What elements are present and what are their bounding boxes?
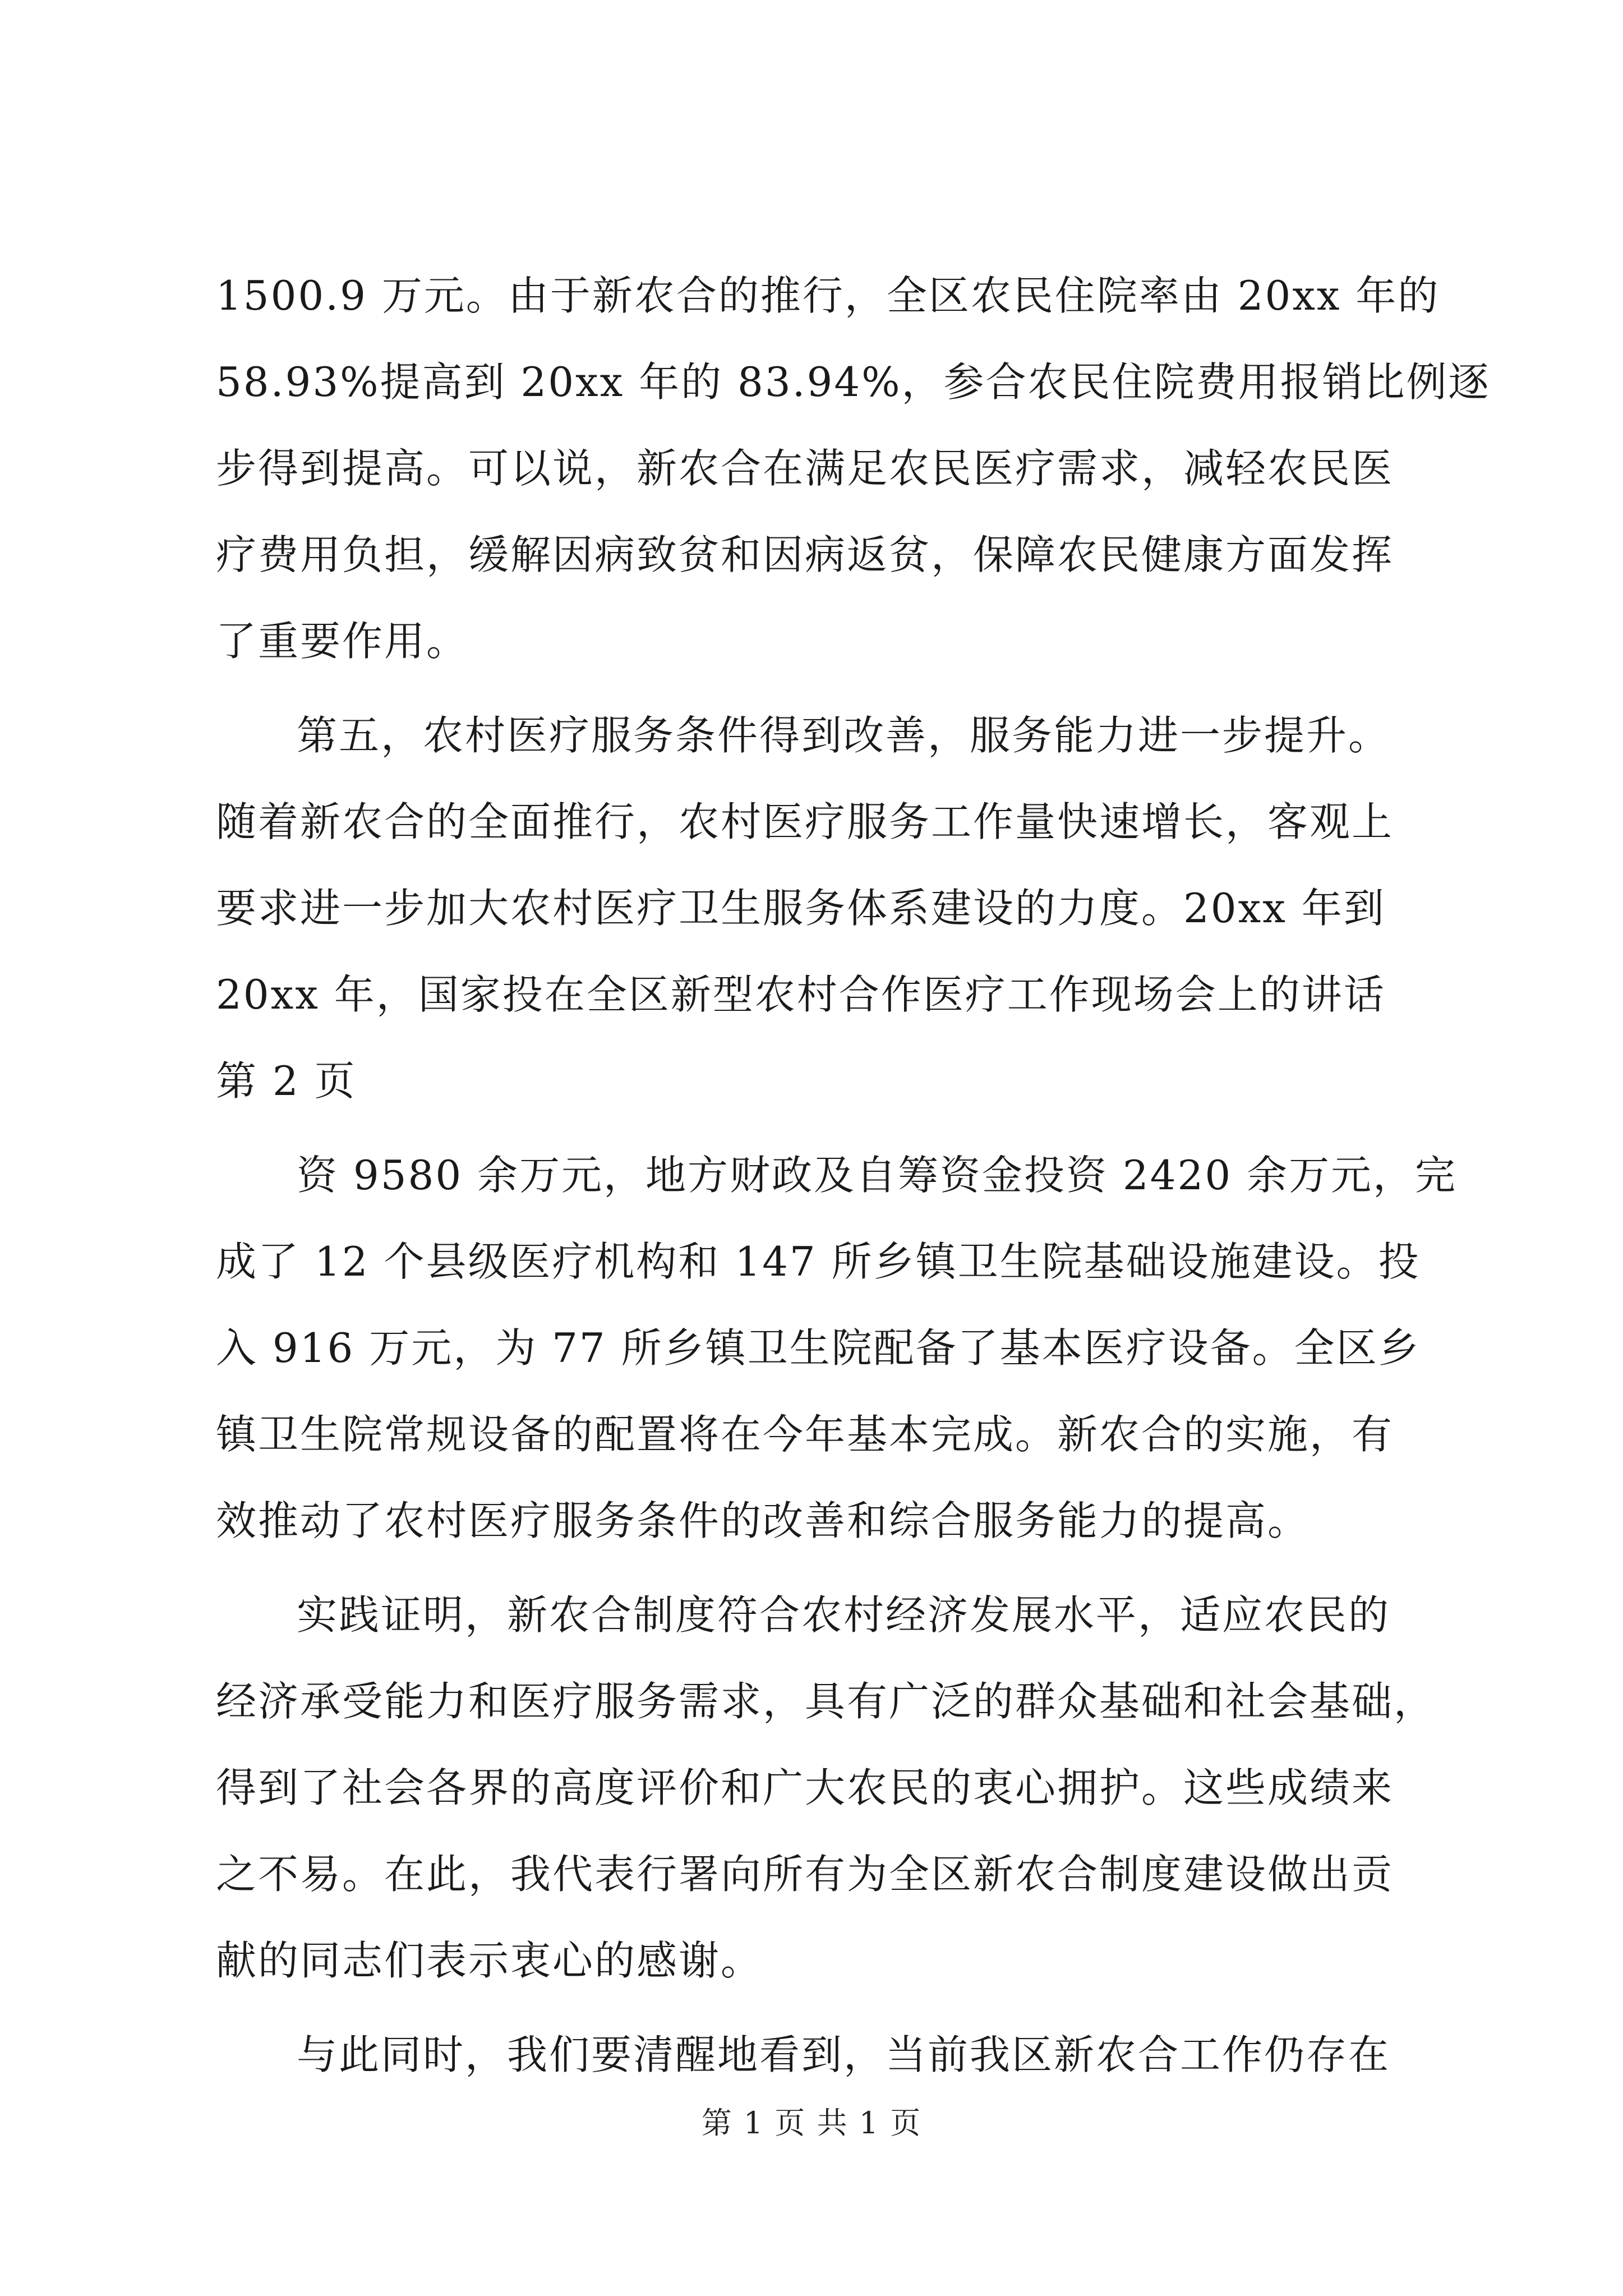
paragraph-start-line: 资 9580 余万元，地方财政及自筹资金投资 2420 余万元，完 <box>297 1152 1458 1199</box>
paragraph-start-line: 与此同时，我们要清醒地看到，当前我区新农合工作仍存在 <box>297 2031 1391 2078</box>
text-line: 步得到提高。可以说，新农合在满足农民医疗需求，减轻农民医 <box>216 445 1394 492</box>
text-line: 得到了社会各界的高度评价和广大农民的衷心拥护。这些成绩来 <box>216 1764 1394 1811</box>
text-line: 58.93%提高到 20xx 年的 83.94%，参合农民住院费用报销比例逐 <box>216 358 1491 406</box>
text-line: 献的同志们表示衷心的感谢。 <box>216 1937 763 1984</box>
text-line: 1500.9 万元。由于新农合的推行，全区农民住院率由 20xx 年的 <box>216 272 1440 319</box>
text-line: 疗费用负担，缓解因病致贫和因病返贫，保障农民健康方面发挥 <box>216 531 1394 578</box>
text-line: 成了 12 个县级医疗机构和 147 所乡镇卫生院基础设施建设。投 <box>216 1238 1421 1285</box>
text-line: 了重要作用。 <box>216 618 469 665</box>
paragraph-start-line: 第五，农村医疗服务条件得到改善，服务能力进一步提升。 <box>297 712 1391 759</box>
text-line: 经济承受能力和医疗服务需求，具有广泛的群众基础和社会基础， <box>216 1678 1436 1725</box>
text-line: 随着新农合的全面推行，农村医疗服务工作量快速增长，客观上 <box>216 798 1394 845</box>
text-line: 效推动了农村医疗服务条件的改善和综合服务能力的提高。 <box>216 1497 1310 1544</box>
text-line: 要求进一步加大农村医疗卫生服务体系建设的力度。20xx 年到 <box>216 885 1386 932</box>
text-line: 20xx 年，国家投在全区新型农村合作医疗工作现场会上的讲话 <box>216 971 1386 1018</box>
text-line: 镇卫生院常规设备的配置将在今年基本完成。新农合的实施，有 <box>216 1411 1394 1458</box>
inline-page-marker: 第 2 页 <box>216 1057 357 1105</box>
page-footer: 第 1 页 共 1 页 <box>701 2105 922 2141</box>
text-line: 入 916 万元，为 77 所乡镇卫生院配备了基本医疗设备。全区乡 <box>216 1324 1421 1372</box>
paragraph-start-line: 实践证明，新农合制度符合农村经济发展水平，适应农民的 <box>297 1591 1391 1639</box>
text-line: 之不易。在此，我代表行署向所有为全区新农合制度建设做出贡 <box>216 1851 1394 1898</box>
document-body <box>216 252 1491 2098</box>
